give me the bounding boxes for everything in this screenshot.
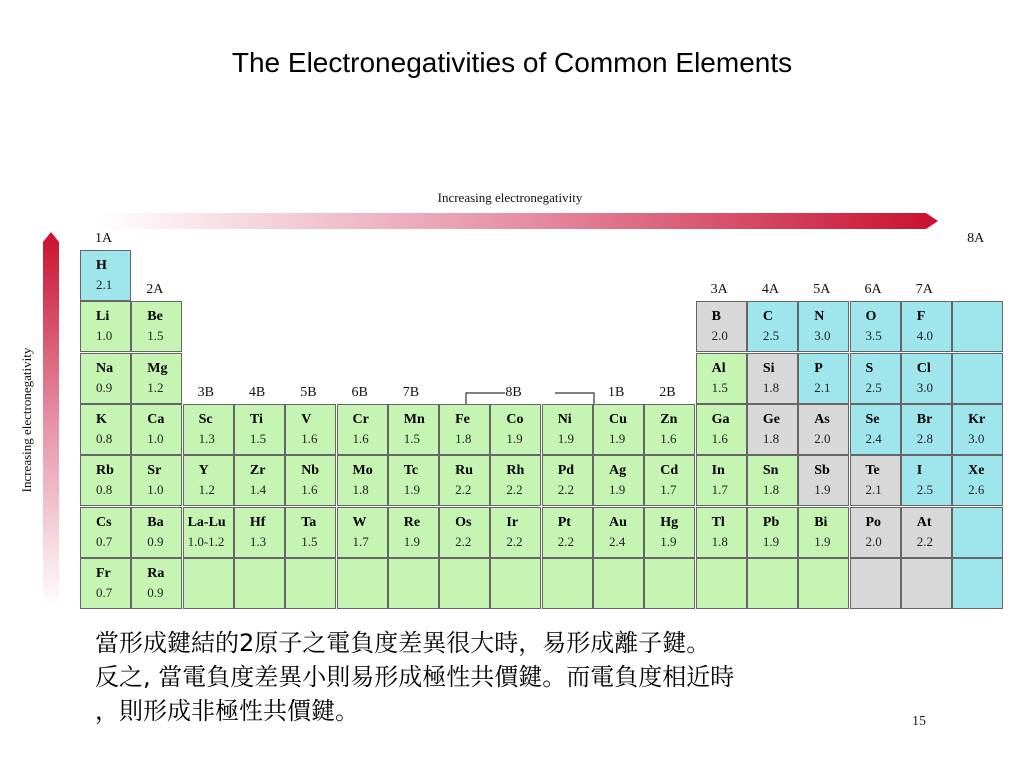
element-cell-sc bbox=[183, 404, 234, 455]
element-symbol: Zr bbox=[249, 463, 266, 479]
element-electronegativity: 1.8 bbox=[762, 430, 780, 446]
group-label-8b: 8B bbox=[505, 384, 522, 400]
element-cell-li bbox=[80, 301, 131, 352]
element-electronegativity: 1.3 bbox=[249, 533, 267, 549]
element-cell-b bbox=[696, 301, 747, 352]
element-cell-hf bbox=[234, 507, 285, 558]
element-symbol: Hg bbox=[660, 514, 679, 530]
element-electronegativity: 1.0-1.2 bbox=[187, 533, 225, 549]
element-symbol: Cs bbox=[96, 514, 112, 530]
element-electronegativity: 1.7 bbox=[660, 482, 677, 498]
element-cell-si bbox=[747, 353, 798, 404]
element-symbol: Re bbox=[403, 514, 421, 530]
element-symbol: Ti bbox=[249, 411, 263, 427]
element-cell-c bbox=[747, 301, 798, 352]
vertical-gradient-arrow-icon bbox=[40, 232, 62, 608]
element-electronegativity: 1.9 bbox=[762, 533, 780, 549]
element-symbol: Rh bbox=[506, 463, 525, 479]
element-electronegativity: 2.2 bbox=[916, 533, 934, 549]
element-electronegativity: 1.3 bbox=[198, 430, 215, 446]
element-cell-ti bbox=[234, 404, 285, 455]
element-cell-ir bbox=[490, 507, 541, 558]
element-symbol: Mo bbox=[352, 463, 373, 479]
vertical-axis-label: Increasing electronegativity bbox=[19, 347, 34, 493]
element-cell-se bbox=[850, 404, 901, 455]
element-electronegativity: 1.8 bbox=[762, 379, 780, 395]
element-symbol: Po bbox=[865, 514, 882, 530]
element-symbol: N bbox=[814, 309, 825, 325]
element-electronegativity: 2.4 bbox=[609, 533, 626, 549]
element-electronegativity: 0.7 bbox=[96, 584, 113, 600]
group-label-7a: 7A bbox=[915, 282, 933, 298]
element-electronegativity: 1.6 bbox=[711, 430, 728, 446]
element-symbol: Ag bbox=[609, 463, 627, 479]
element-cell-fe bbox=[439, 404, 490, 455]
element-cell-mn bbox=[388, 404, 439, 455]
element-electronegativity: 2.1 bbox=[865, 482, 882, 498]
element-cell-ag bbox=[593, 455, 644, 506]
element-symbol: Pb bbox=[762, 514, 780, 530]
element-symbol: Fr bbox=[96, 565, 111, 581]
page-number: 15 bbox=[912, 714, 926, 729]
element-cell-pb bbox=[747, 507, 798, 558]
element-electronegativity: 2.5 bbox=[916, 482, 934, 498]
empty-cell bbox=[696, 558, 747, 609]
element-electronegativity: 1.0 bbox=[147, 430, 164, 446]
element-cell-v bbox=[285, 404, 336, 455]
empty-cell bbox=[747, 558, 798, 609]
element-symbol: Sr bbox=[147, 463, 162, 479]
element-electronegativity: 1.9 bbox=[609, 482, 626, 498]
element-cell-p bbox=[798, 353, 849, 404]
caption-line-1: 當形成鍵結的2原子之電負度差異很大時，易形成離子鍵。 bbox=[95, 629, 711, 657]
element-electronegativity: 1.8 bbox=[762, 482, 780, 498]
element-cell-al bbox=[696, 353, 747, 404]
element-electronegativity: 0.9 bbox=[147, 533, 164, 549]
element-symbol: Ra bbox=[147, 565, 165, 581]
element-cell-h bbox=[80, 250, 131, 301]
caption-text bbox=[95, 626, 1015, 728]
element-cell-mg bbox=[131, 353, 182, 404]
element-symbol: Na bbox=[96, 360, 114, 376]
group-label-1a: 1A bbox=[95, 231, 113, 246]
element-cell-po bbox=[850, 507, 901, 558]
group-label-4a: 4A bbox=[761, 282, 780, 298]
element-symbol: S bbox=[865, 360, 874, 376]
element-symbol: Os bbox=[455, 514, 472, 530]
element-electronegativity: 1.9 bbox=[814, 533, 831, 549]
element-cell-rh bbox=[490, 455, 541, 506]
element-symbol: Zn bbox=[660, 411, 678, 427]
element-electronegativity: 2.8 bbox=[916, 430, 934, 446]
element-electronegativity: 1.5 bbox=[403, 430, 421, 446]
element-electronegativity: 2.6 bbox=[968, 482, 985, 498]
element-cell-bi bbox=[798, 507, 849, 558]
element-symbol: Ta bbox=[301, 514, 317, 530]
element-symbol: Sc bbox=[198, 411, 213, 427]
element-electronegativity: 1.8 bbox=[711, 533, 728, 549]
element-electronegativity: 2.4 bbox=[865, 430, 882, 446]
empty-cell bbox=[952, 558, 1003, 609]
empty-cell bbox=[490, 558, 541, 609]
element-electronegativity: 1.9 bbox=[557, 430, 574, 446]
element-symbol: Pt bbox=[557, 514, 571, 530]
element-symbol: Rb bbox=[96, 463, 114, 479]
element-cell-cu bbox=[593, 404, 644, 455]
element-electronegativity: 3.5 bbox=[865, 328, 882, 344]
element-symbol: H bbox=[96, 258, 107, 273]
element-symbol: Al bbox=[711, 360, 726, 376]
element-electronegativity: 1.9 bbox=[403, 482, 421, 498]
element-cell-hg bbox=[644, 507, 695, 558]
element-cell-be bbox=[131, 301, 182, 352]
element-symbol: P bbox=[814, 360, 823, 376]
element-symbol: As bbox=[814, 411, 830, 427]
element-electronegativity: 0.8 bbox=[96, 482, 113, 498]
group-label-5b: 5B bbox=[300, 384, 317, 400]
element-symbol: Au bbox=[609, 514, 627, 530]
element-cell-pt bbox=[542, 507, 593, 558]
element-symbol: Co bbox=[506, 411, 524, 427]
group-label-2b: 2B bbox=[659, 384, 676, 400]
element-symbol: Si bbox=[762, 360, 775, 376]
element-electronegativity: 1.9 bbox=[609, 430, 626, 446]
element-electronegativity: 0.8 bbox=[96, 430, 113, 446]
element-symbol: Ga bbox=[711, 411, 730, 427]
element-cell-at bbox=[901, 507, 952, 558]
empty-cell bbox=[644, 558, 695, 609]
element-cell-cl bbox=[901, 353, 952, 404]
element-cell-k bbox=[80, 404, 131, 455]
element-electronegativity: 1.4 bbox=[249, 482, 267, 498]
element-cell-au bbox=[593, 507, 644, 558]
element-cell-la-lu bbox=[183, 507, 234, 558]
element-symbol: Pd bbox=[557, 463, 575, 479]
element-electronegativity: 1.9 bbox=[506, 430, 523, 446]
group-label-3a: 3A bbox=[710, 282, 728, 298]
element-symbol: Ge bbox=[762, 411, 780, 427]
element-electronegativity: 2.2 bbox=[455, 533, 472, 549]
empty-cell bbox=[542, 558, 593, 609]
element-electronegativity: 1.9 bbox=[403, 533, 421, 549]
element-symbol: V bbox=[301, 411, 312, 427]
element-cell-fr bbox=[80, 558, 131, 609]
element-electronegativity: 1.6 bbox=[301, 482, 318, 498]
element-electronegativity: 1.6 bbox=[352, 430, 369, 446]
element-electronegativity: 2.2 bbox=[506, 533, 523, 549]
empty-cell bbox=[388, 558, 439, 609]
element-electronegativity: 2.2 bbox=[557, 482, 574, 498]
element-cell-br bbox=[901, 404, 952, 455]
element-cell-pd bbox=[542, 455, 593, 506]
element-cell-ga bbox=[696, 404, 747, 455]
element-cell-zn bbox=[644, 404, 695, 455]
empty-cell bbox=[183, 558, 234, 609]
element-cell-f bbox=[901, 301, 952, 352]
element-cell-ta bbox=[285, 507, 336, 558]
group-label-6a: 6A bbox=[864, 282, 882, 298]
element-symbol: Nb bbox=[301, 463, 320, 479]
element-cell-nb bbox=[285, 455, 336, 506]
element-cell-rb bbox=[80, 455, 131, 506]
element-electronegativity: 2.5 bbox=[762, 328, 780, 344]
empty-cell bbox=[593, 558, 644, 609]
element-electronegativity: 2.2 bbox=[557, 533, 574, 549]
slide-title: The Electronegativities of Common Elements bbox=[231, 47, 793, 78]
element-symbol: W bbox=[352, 514, 367, 530]
element-symbol: B bbox=[711, 309, 721, 325]
group-label-5a: 5A bbox=[813, 282, 831, 298]
element-cell-ba bbox=[131, 507, 182, 558]
group-label-8a: 8A bbox=[967, 231, 985, 246]
element-electronegativity: 2.1 bbox=[814, 379, 831, 395]
element-symbol: Ir bbox=[506, 514, 519, 530]
element-electronegativity: 1.0 bbox=[147, 482, 164, 498]
empty-cell bbox=[850, 558, 901, 609]
element-electronegativity: 2.2 bbox=[455, 482, 472, 498]
element-symbol: Cl bbox=[916, 360, 931, 376]
group-label-3b: 3B bbox=[197, 384, 214, 400]
element-symbol: Be bbox=[147, 309, 163, 325]
element-electronegativity: 1.2 bbox=[147, 379, 164, 395]
element-cell-re bbox=[388, 507, 439, 558]
element-cell-sb bbox=[798, 455, 849, 506]
element-electronegativity: 1.5 bbox=[147, 328, 164, 344]
element-cell-o bbox=[850, 301, 901, 352]
element-symbol: Cu bbox=[609, 411, 627, 427]
element-electronegativity: 2.0 bbox=[865, 533, 882, 549]
element-electronegativity: 1.9 bbox=[814, 482, 831, 498]
element-electronegativity: 4.0 bbox=[916, 328, 934, 344]
element-electronegativity: 1.2 bbox=[198, 482, 215, 498]
element-electronegativity: 3.0 bbox=[916, 379, 934, 395]
element-symbol: Se bbox=[865, 411, 880, 427]
element-electronegativity: 1.6 bbox=[301, 430, 318, 446]
element-electronegativity: 1.5 bbox=[711, 379, 728, 395]
element-symbol: C bbox=[762, 309, 774, 325]
element-symbol: Ni bbox=[557, 411, 572, 427]
element-symbol: Ba bbox=[147, 514, 164, 530]
element-electronegativity: 1.5 bbox=[249, 430, 267, 446]
element-cell-in bbox=[696, 455, 747, 506]
element-cell-ge bbox=[747, 404, 798, 455]
group-label-4b: 4B bbox=[248, 384, 266, 400]
element-cell-cr bbox=[337, 404, 388, 455]
empty-cell bbox=[234, 558, 285, 609]
horizontal-gradient-arrow-icon bbox=[98, 213, 940, 229]
element-symbol: Tc bbox=[403, 463, 419, 479]
caption-line-2: 反之, 當電負度差異小則易形成極性共價鍵。而電負度相近時 bbox=[95, 663, 735, 691]
empty-cell bbox=[439, 558, 490, 609]
element-cell-mo bbox=[337, 455, 388, 506]
element-symbol: In bbox=[711, 463, 725, 479]
element-cell-w bbox=[337, 507, 388, 558]
element-cell-os bbox=[439, 507, 490, 558]
element-symbol: Bi bbox=[814, 514, 828, 530]
element-symbol: Li bbox=[96, 309, 110, 325]
element-electronegativity: 1.0 bbox=[96, 328, 113, 344]
element-cell-s bbox=[850, 353, 901, 404]
element-electronegativity: 1.7 bbox=[711, 482, 728, 498]
element-electronegativity: 2.5 bbox=[865, 379, 882, 395]
element-symbol: Sn bbox=[762, 463, 779, 479]
element-cell-na bbox=[80, 353, 131, 404]
element-symbol: Mg bbox=[147, 360, 168, 376]
element-electronegativity: 0.9 bbox=[96, 379, 113, 395]
element-electronegativity: 1.9 bbox=[660, 533, 677, 549]
caption-line-3: ，則形成非極性共價鍵。 bbox=[95, 697, 359, 725]
element-cell-cd bbox=[644, 455, 695, 506]
element-symbol: Ca bbox=[147, 411, 165, 427]
element-electronegativity: 2.0 bbox=[814, 430, 831, 446]
element-cell-sr bbox=[131, 455, 182, 506]
element-cell-tl bbox=[696, 507, 747, 558]
element-cell-i bbox=[901, 455, 952, 506]
element-symbol: Fe bbox=[455, 411, 470, 427]
empty-cell bbox=[952, 301, 1003, 352]
element-electronegativity: 3.0 bbox=[814, 328, 831, 344]
element-electronegativity: 2.0 bbox=[711, 328, 728, 344]
element-electronegativity: 1.8 bbox=[455, 430, 472, 446]
element-symbol: I bbox=[916, 463, 923, 479]
element-electronegativity: 1.5 bbox=[301, 533, 318, 549]
element-symbol: Sb bbox=[814, 463, 830, 479]
element-symbol: Y bbox=[198, 463, 209, 479]
element-cell-kr bbox=[952, 404, 1003, 455]
element-cell-sn bbox=[747, 455, 798, 506]
element-symbol: Cd bbox=[660, 463, 679, 479]
element-symbol: Br bbox=[916, 411, 933, 427]
element-symbol: At bbox=[916, 514, 932, 530]
element-symbol: Hf bbox=[249, 514, 266, 530]
element-cell-n bbox=[798, 301, 849, 352]
element-cell-as bbox=[798, 404, 849, 455]
empty-cell bbox=[952, 353, 1003, 404]
empty-cell bbox=[798, 558, 849, 609]
element-electronegativity: 3.0 bbox=[968, 430, 985, 446]
element-cell-te bbox=[850, 455, 901, 506]
group-label-6b: 6B bbox=[351, 384, 368, 400]
element-electronegativity: 1.6 bbox=[660, 430, 677, 446]
empty-cell bbox=[952, 507, 1003, 558]
element-electronegativity: 2.2 bbox=[506, 482, 523, 498]
element-cell-xe bbox=[952, 455, 1003, 506]
element-cell-y bbox=[183, 455, 234, 506]
element-symbol: Te bbox=[865, 463, 880, 479]
element-symbol: La-Lu bbox=[187, 514, 226, 530]
element-symbol: K bbox=[96, 411, 107, 427]
element-electronegativity: 0.7 bbox=[96, 533, 113, 549]
element-cell-tc bbox=[388, 455, 439, 506]
element-cell-ni bbox=[542, 404, 593, 455]
element-symbol: Ru bbox=[455, 463, 473, 479]
element-cell-zr bbox=[234, 455, 285, 506]
horizontal-axis-label: Increasing electronegativity bbox=[437, 190, 583, 205]
element-cell-cs bbox=[80, 507, 131, 558]
element-cell-ru bbox=[439, 455, 490, 506]
empty-cell bbox=[285, 558, 336, 609]
group-label-7b: 7B bbox=[402, 384, 420, 400]
element-symbol: F bbox=[916, 309, 926, 325]
element-symbol: Mn bbox=[403, 411, 425, 427]
element-electronegativity: 2.1 bbox=[96, 277, 113, 292]
group-label-2a: 2A bbox=[146, 282, 164, 298]
empty-cell bbox=[337, 558, 388, 609]
empty-cell bbox=[901, 558, 952, 609]
element-symbol: Xe bbox=[968, 463, 985, 479]
element-electronegativity: 0.9 bbox=[147, 584, 164, 600]
group-label-1b: 1B bbox=[608, 384, 625, 400]
element-cell-ra bbox=[131, 558, 182, 609]
element-cell-ca bbox=[131, 404, 182, 455]
element-symbol: O bbox=[865, 309, 877, 325]
element-symbol: Tl bbox=[711, 514, 725, 530]
element-electronegativity: 1.8 bbox=[352, 482, 369, 498]
element-symbol: Cr bbox=[352, 411, 369, 427]
element-cell-co bbox=[490, 404, 541, 455]
element-symbol: Kr bbox=[968, 411, 986, 427]
element-electronegativity: 1.7 bbox=[352, 533, 369, 549]
